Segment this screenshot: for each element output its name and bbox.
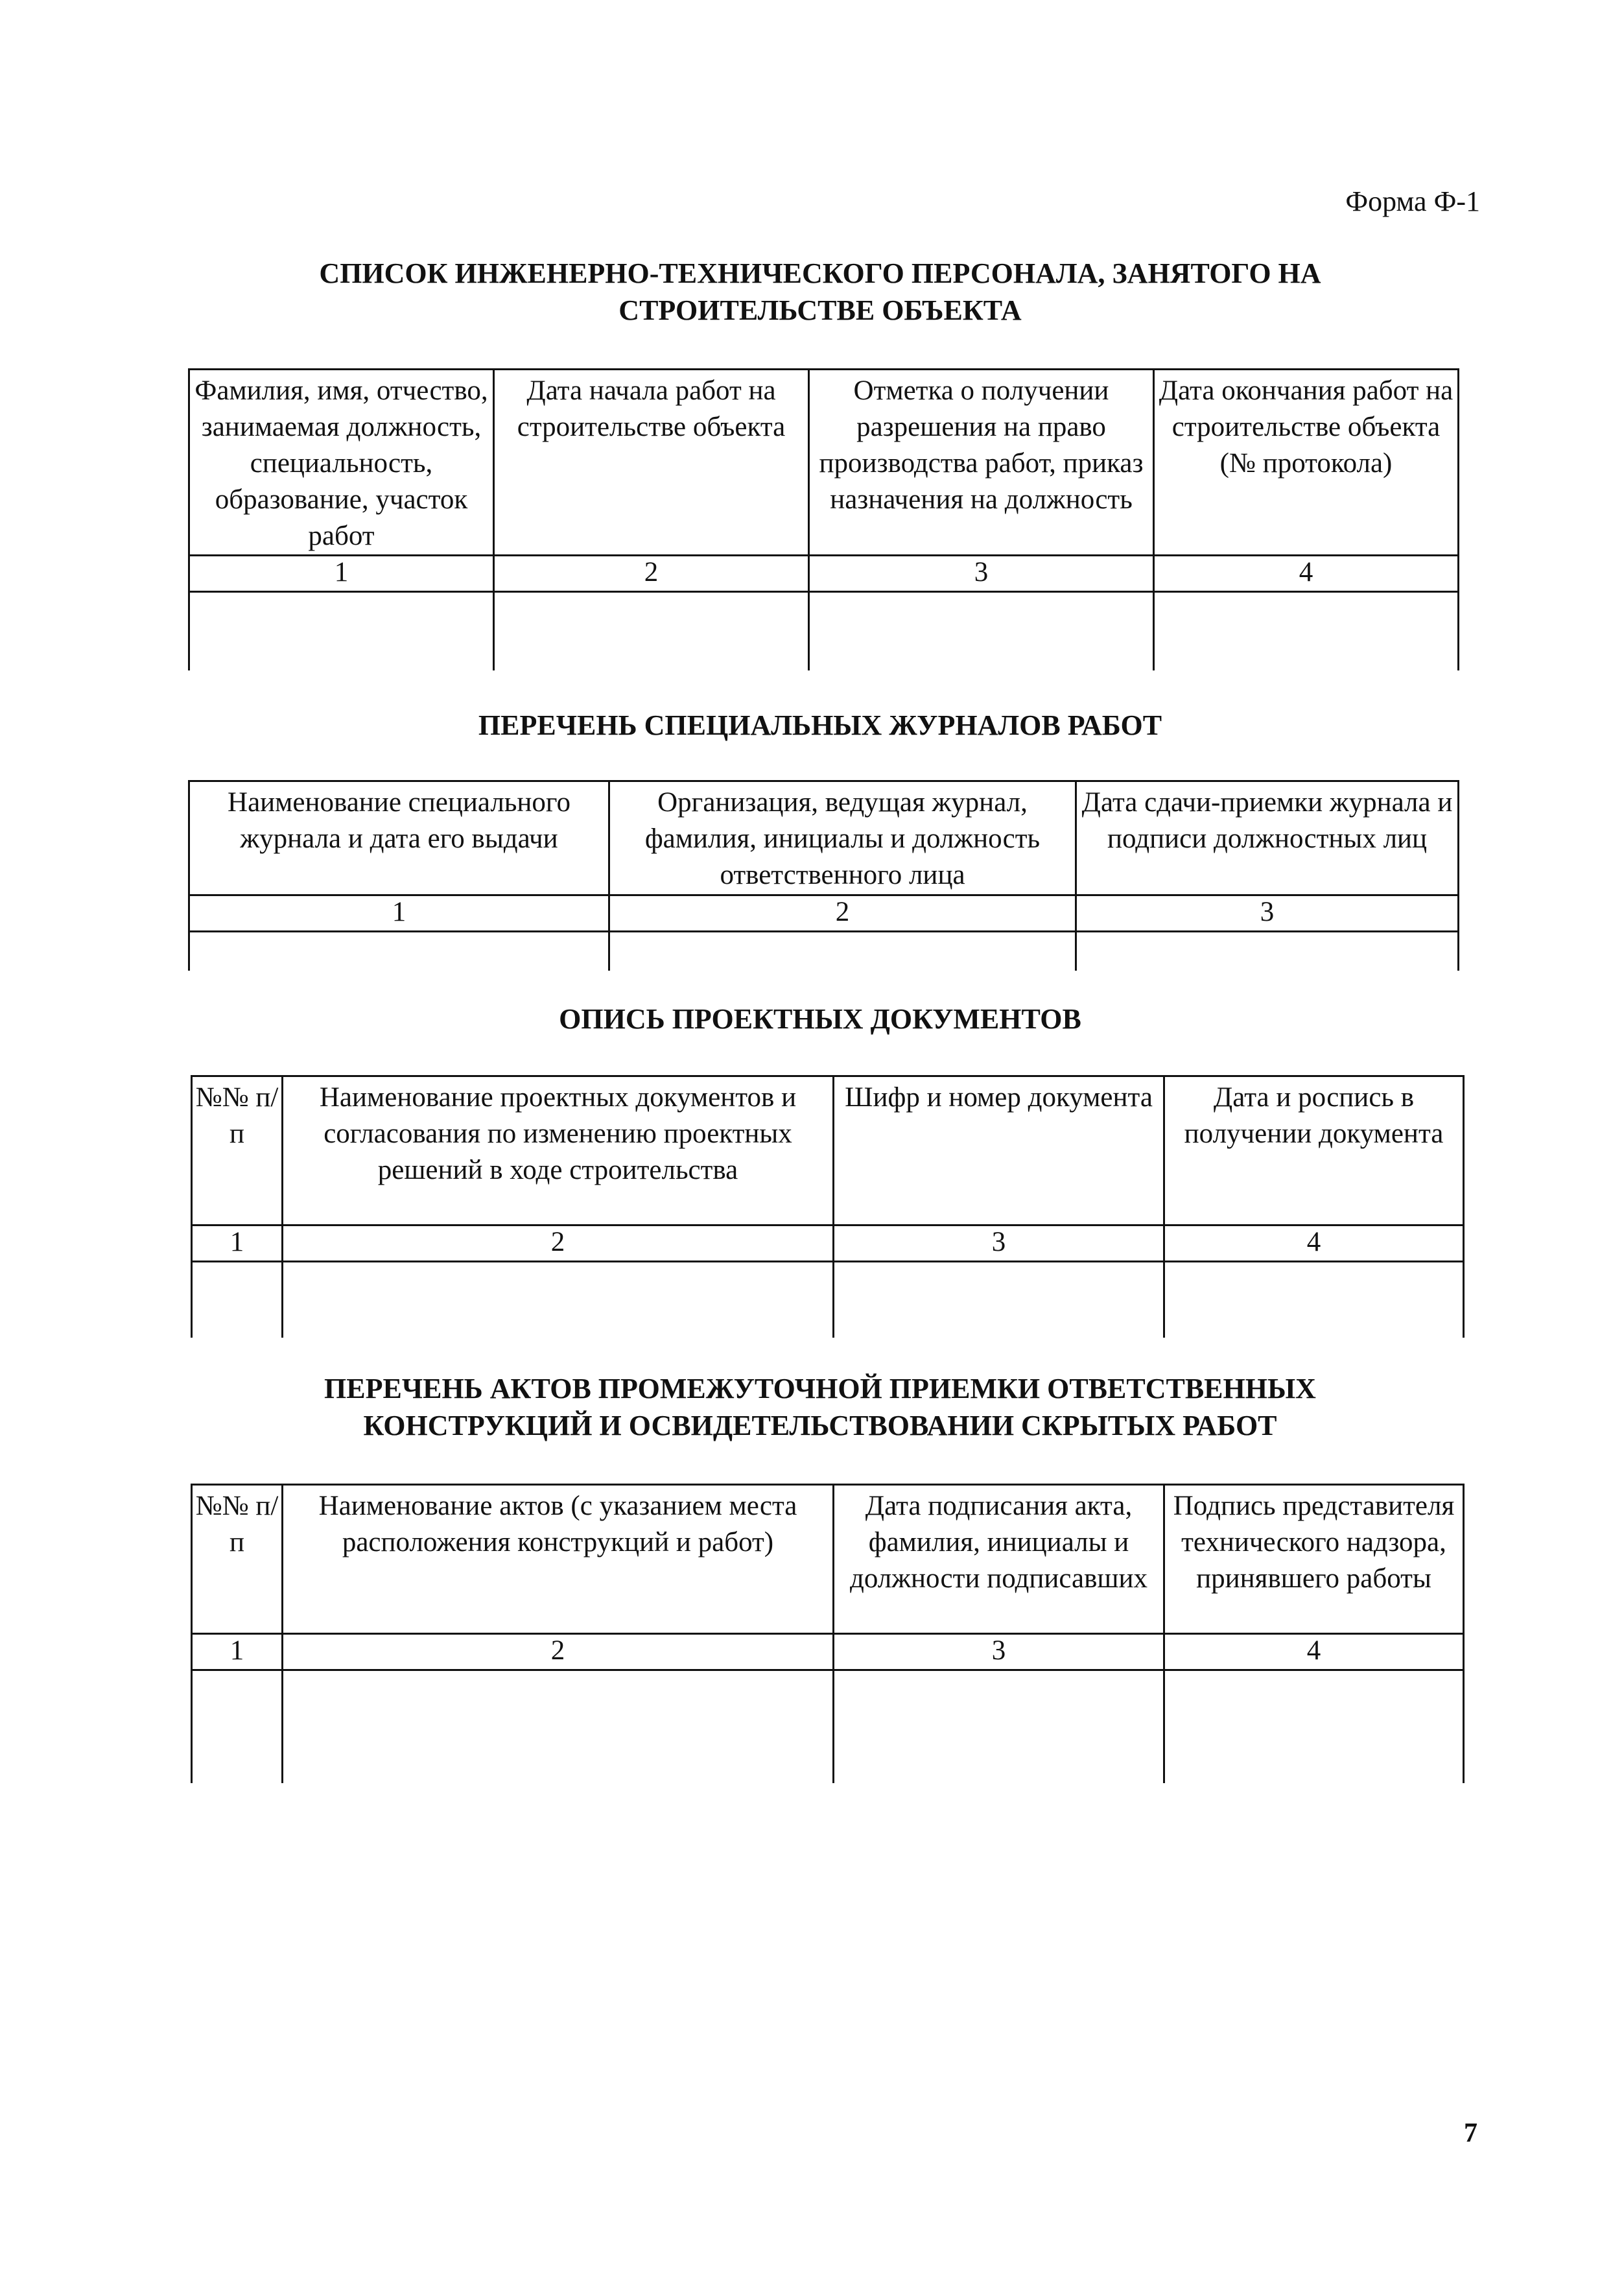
- blank-cell: [834, 1262, 1164, 1338]
- column-number: 3: [834, 1634, 1164, 1670]
- blank-entry-row: [192, 1262, 1464, 1338]
- column-number: 1: [192, 1634, 283, 1670]
- header-cell: Наименование проектных документов и согласования по изменению проектных решений в ходе строительства: [283, 1076, 834, 1225]
- column-number-row: [189, 895, 1459, 932]
- header-row: [189, 781, 1459, 895]
- blank-cell: [189, 932, 609, 971]
- blank-cell: [1164, 1670, 1464, 1783]
- header-cell: №№ п/п: [192, 1076, 283, 1225]
- header-row: [189, 370, 1459, 556]
- blank-entry-row: [189, 932, 1459, 971]
- blank-cell: [283, 1670, 834, 1783]
- column-number: 4: [1164, 1225, 1464, 1262]
- header-cell: Дата и роспись в получении документа: [1164, 1076, 1464, 1225]
- header-cell: №№ п/п: [192, 1485, 283, 1634]
- column-number: 2: [609, 895, 1076, 932]
- blank-cell: [192, 1670, 283, 1783]
- header-cell: Шифр и номер документа: [834, 1076, 1164, 1225]
- header-cell: Подпись представителя технического надзора, принявшего работы: [1164, 1485, 1464, 1634]
- column-number: 2: [494, 556, 809, 592]
- column-number: 3: [1076, 895, 1459, 932]
- column-number: 3: [809, 556, 1154, 592]
- section2-title: [162, 707, 1478, 744]
- header-cell: Дата начала работ на строительстве объекта: [494, 370, 809, 556]
- blank-cell: [834, 1670, 1164, 1783]
- header-cell: Организация, ведущая журнал, фамилия, инициалы и должность ответственного лица: [609, 781, 1076, 895]
- section4-title-line1: ПЕРЕЧЕНЬ АКТОВ ПРОМЕЖУТОЧНОЙ ПРИЕМКИ ОТВЕТСТВЕННЫХ: [324, 1373, 1316, 1404]
- column-number: 2: [283, 1225, 834, 1262]
- column-number: 4: [1154, 556, 1459, 592]
- column-number: 3: [834, 1225, 1164, 1262]
- special-journals-table: [188, 780, 1459, 971]
- blank-entry-row: [192, 1670, 1464, 1783]
- blank-cell: [1164, 1262, 1464, 1338]
- section4-title: [162, 1370, 1478, 1444]
- blank-entry-row: [189, 592, 1459, 670]
- section1-title: [162, 255, 1478, 329]
- column-number-row: [192, 1634, 1464, 1670]
- blank-cell: [1154, 592, 1459, 670]
- blank-cell: [494, 592, 809, 670]
- form-label: Форма Ф-1: [1345, 185, 1480, 217]
- column-number-row: [189, 556, 1459, 592]
- column-number: 2: [283, 1634, 834, 1670]
- personnel-table: [188, 368, 1459, 670]
- header-cell: Фамилия, имя, отчество, занимаемая должность, специальность, образование, участок работ: [189, 370, 494, 556]
- section3-title-text: ОПИСЬ ПРОЕКТНЫХ ДОКУМЕНТОВ: [559, 1003, 1081, 1035]
- page-number: 7: [1464, 2118, 1477, 2148]
- header-cell: Наименование актов (с указанием места расположения конструкций и работ): [283, 1485, 834, 1634]
- column-number: 4: [1164, 1634, 1464, 1670]
- blank-cell: [189, 592, 494, 670]
- header-cell: Дата окончания работ на строительстве объекта (№ протокола): [1154, 370, 1459, 556]
- header-row: [192, 1076, 1464, 1225]
- project-documents-table: [191, 1075, 1465, 1338]
- blank-cell: [609, 932, 1076, 971]
- section1-title-line1: СПИСОК ИНЖЕНЕРНО-ТЕХНИЧЕСКОГО ПЕРСОНАЛА, ЗАНЯТОГО НА: [319, 257, 1321, 289]
- blank-cell: [283, 1262, 834, 1338]
- blank-cell: [809, 592, 1154, 670]
- section3-title: [162, 1000, 1478, 1037]
- section2-title-text: ПЕРЕЧЕНЬ СПЕЦИАЛЬНЫХ ЖУРНАЛОВ РАБОТ: [478, 709, 1162, 741]
- blank-cell: [192, 1262, 283, 1338]
- header-cell: Дата подписания акта, фамилия, инициалы и должности подписавших: [834, 1485, 1164, 1634]
- header-cell: Дата сдачи-приемки журнала и подписи должностных лиц: [1076, 781, 1459, 895]
- blank-cell: [1076, 932, 1459, 971]
- column-number: 1: [189, 556, 494, 592]
- section4-title-line2: КОНСТРУКЦИЙ И ОСВИДЕТЕЛЬСТВОВАНИИ СКРЫТЫХ РАБОТ: [363, 1410, 1277, 1441]
- column-number: 1: [189, 895, 609, 932]
- header-cell: Отметка о получении разрешения на право производства работ, приказ назначения на должность: [809, 370, 1154, 556]
- column-number: 1: [192, 1225, 283, 1262]
- section1-title-line2: СТРОИТЕЛЬСТВЕ ОБЪЕКТА: [618, 294, 1022, 326]
- acts-table: [191, 1484, 1465, 1783]
- header-cell: Наименование специального журнала и дата его выдачи: [189, 781, 609, 895]
- column-number-row: [192, 1225, 1464, 1262]
- header-row: [192, 1485, 1464, 1634]
